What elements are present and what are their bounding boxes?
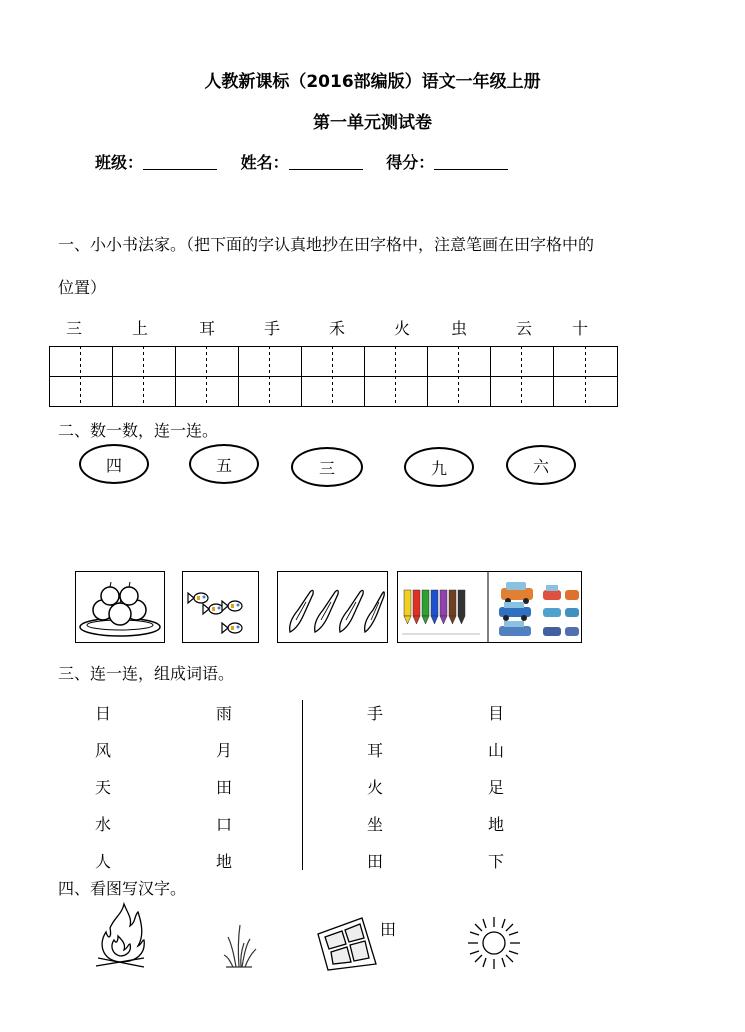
word-char-col3[interactable]: 耳 bbox=[367, 741, 384, 760]
copy-char: 云 bbox=[516, 319, 533, 338]
word-char-col1[interactable]: 人 bbox=[95, 852, 112, 871]
section2-heading: 二、数一数，连一连。 bbox=[58, 421, 219, 440]
cars-icon bbox=[499, 582, 579, 636]
word-char-col2[interactable]: 口 bbox=[216, 815, 233, 834]
copy-char: 十 bbox=[572, 319, 589, 338]
student-info-line bbox=[95, 150, 526, 173]
word-char-col3[interactable]: 坐 bbox=[367, 815, 384, 834]
copy-char: 禾 bbox=[329, 319, 346, 338]
section1-heading: 一、小小书法家。（把下面的字认真地抄在田字格中，注意笔画在田字格中的 bbox=[58, 235, 595, 254]
copy-char: 虫 bbox=[451, 319, 468, 338]
apples-icon bbox=[76, 572, 164, 642]
fire-icon bbox=[92, 900, 148, 970]
page-title: 人教新课标（2016部编版）语文一年级上册 bbox=[204, 72, 541, 92]
copy-char: 三 bbox=[66, 319, 83, 338]
section4-heading: 四、看图写汉字。 bbox=[58, 879, 187, 898]
corn-icon bbox=[278, 572, 387, 642]
word-char-col3[interactable]: 火 bbox=[367, 778, 384, 797]
grass-icon bbox=[222, 915, 262, 970]
pencils-cars-picture[interactable] bbox=[397, 571, 582, 643]
copy-char: 手 bbox=[264, 319, 281, 338]
class-label: 班级： bbox=[95, 153, 144, 172]
fish-icon bbox=[183, 572, 258, 642]
number-oval[interactable]: 九 bbox=[404, 447, 474, 487]
word-char-col4[interactable]: 下 bbox=[488, 852, 505, 871]
section1-heading-cont: 位置） bbox=[58, 278, 107, 297]
corn-picture[interactable] bbox=[277, 571, 388, 643]
page-subtitle: 第一单元测试卷 bbox=[313, 113, 432, 133]
sun-icon bbox=[466, 915, 522, 971]
score-field[interactable] bbox=[434, 155, 508, 170]
number-oval[interactable]: 五 bbox=[189, 444, 259, 484]
word-char-col4[interactable]: 目 bbox=[488, 704, 505, 723]
number-oval[interactable]: 三 bbox=[291, 447, 363, 487]
class-field[interactable] bbox=[143, 155, 217, 170]
word-char-col2[interactable]: 田 bbox=[216, 778, 233, 797]
fish-picture[interactable] bbox=[182, 571, 259, 643]
word-char-col4[interactable]: 足 bbox=[488, 778, 505, 797]
word-char-col1[interactable]: 风 bbox=[95, 741, 112, 760]
tianzige-grid[interactable] bbox=[49, 346, 619, 408]
pencils-icon bbox=[398, 572, 581, 642]
word-char-col4[interactable]: 山 bbox=[488, 741, 505, 760]
word-char-col1[interactable]: 日 bbox=[95, 704, 112, 723]
number-oval[interactable]: 四 bbox=[79, 444, 149, 484]
word-char-col1[interactable]: 天 bbox=[95, 778, 112, 797]
word-char-col2[interactable]: 地 bbox=[216, 852, 233, 871]
name-field[interactable] bbox=[289, 155, 363, 170]
name-label: 姓名： bbox=[240, 153, 289, 172]
copy-char: 上 bbox=[132, 319, 149, 338]
word-char-col4[interactable]: 地 bbox=[488, 815, 505, 834]
word-char-col1[interactable]: 水 bbox=[95, 815, 112, 834]
word-char-col2[interactable]: 月 bbox=[216, 741, 233, 760]
word-char-col2[interactable]: 雨 bbox=[216, 704, 233, 723]
field-char-label: 田 bbox=[380, 920, 397, 939]
score-label: 得分： bbox=[386, 153, 435, 172]
number-oval[interactable]: 六 bbox=[506, 445, 576, 485]
copy-char: 耳 bbox=[199, 319, 216, 338]
section3-heading: 三、连一连，组成词语。 bbox=[58, 664, 235, 683]
copy-char: 火 bbox=[394, 319, 411, 338]
word-char-col3[interactable]: 田 bbox=[367, 852, 384, 871]
word-char-col3[interactable]: 手 bbox=[367, 704, 384, 723]
apples-picture[interactable] bbox=[75, 571, 165, 643]
column-divider bbox=[302, 700, 303, 870]
